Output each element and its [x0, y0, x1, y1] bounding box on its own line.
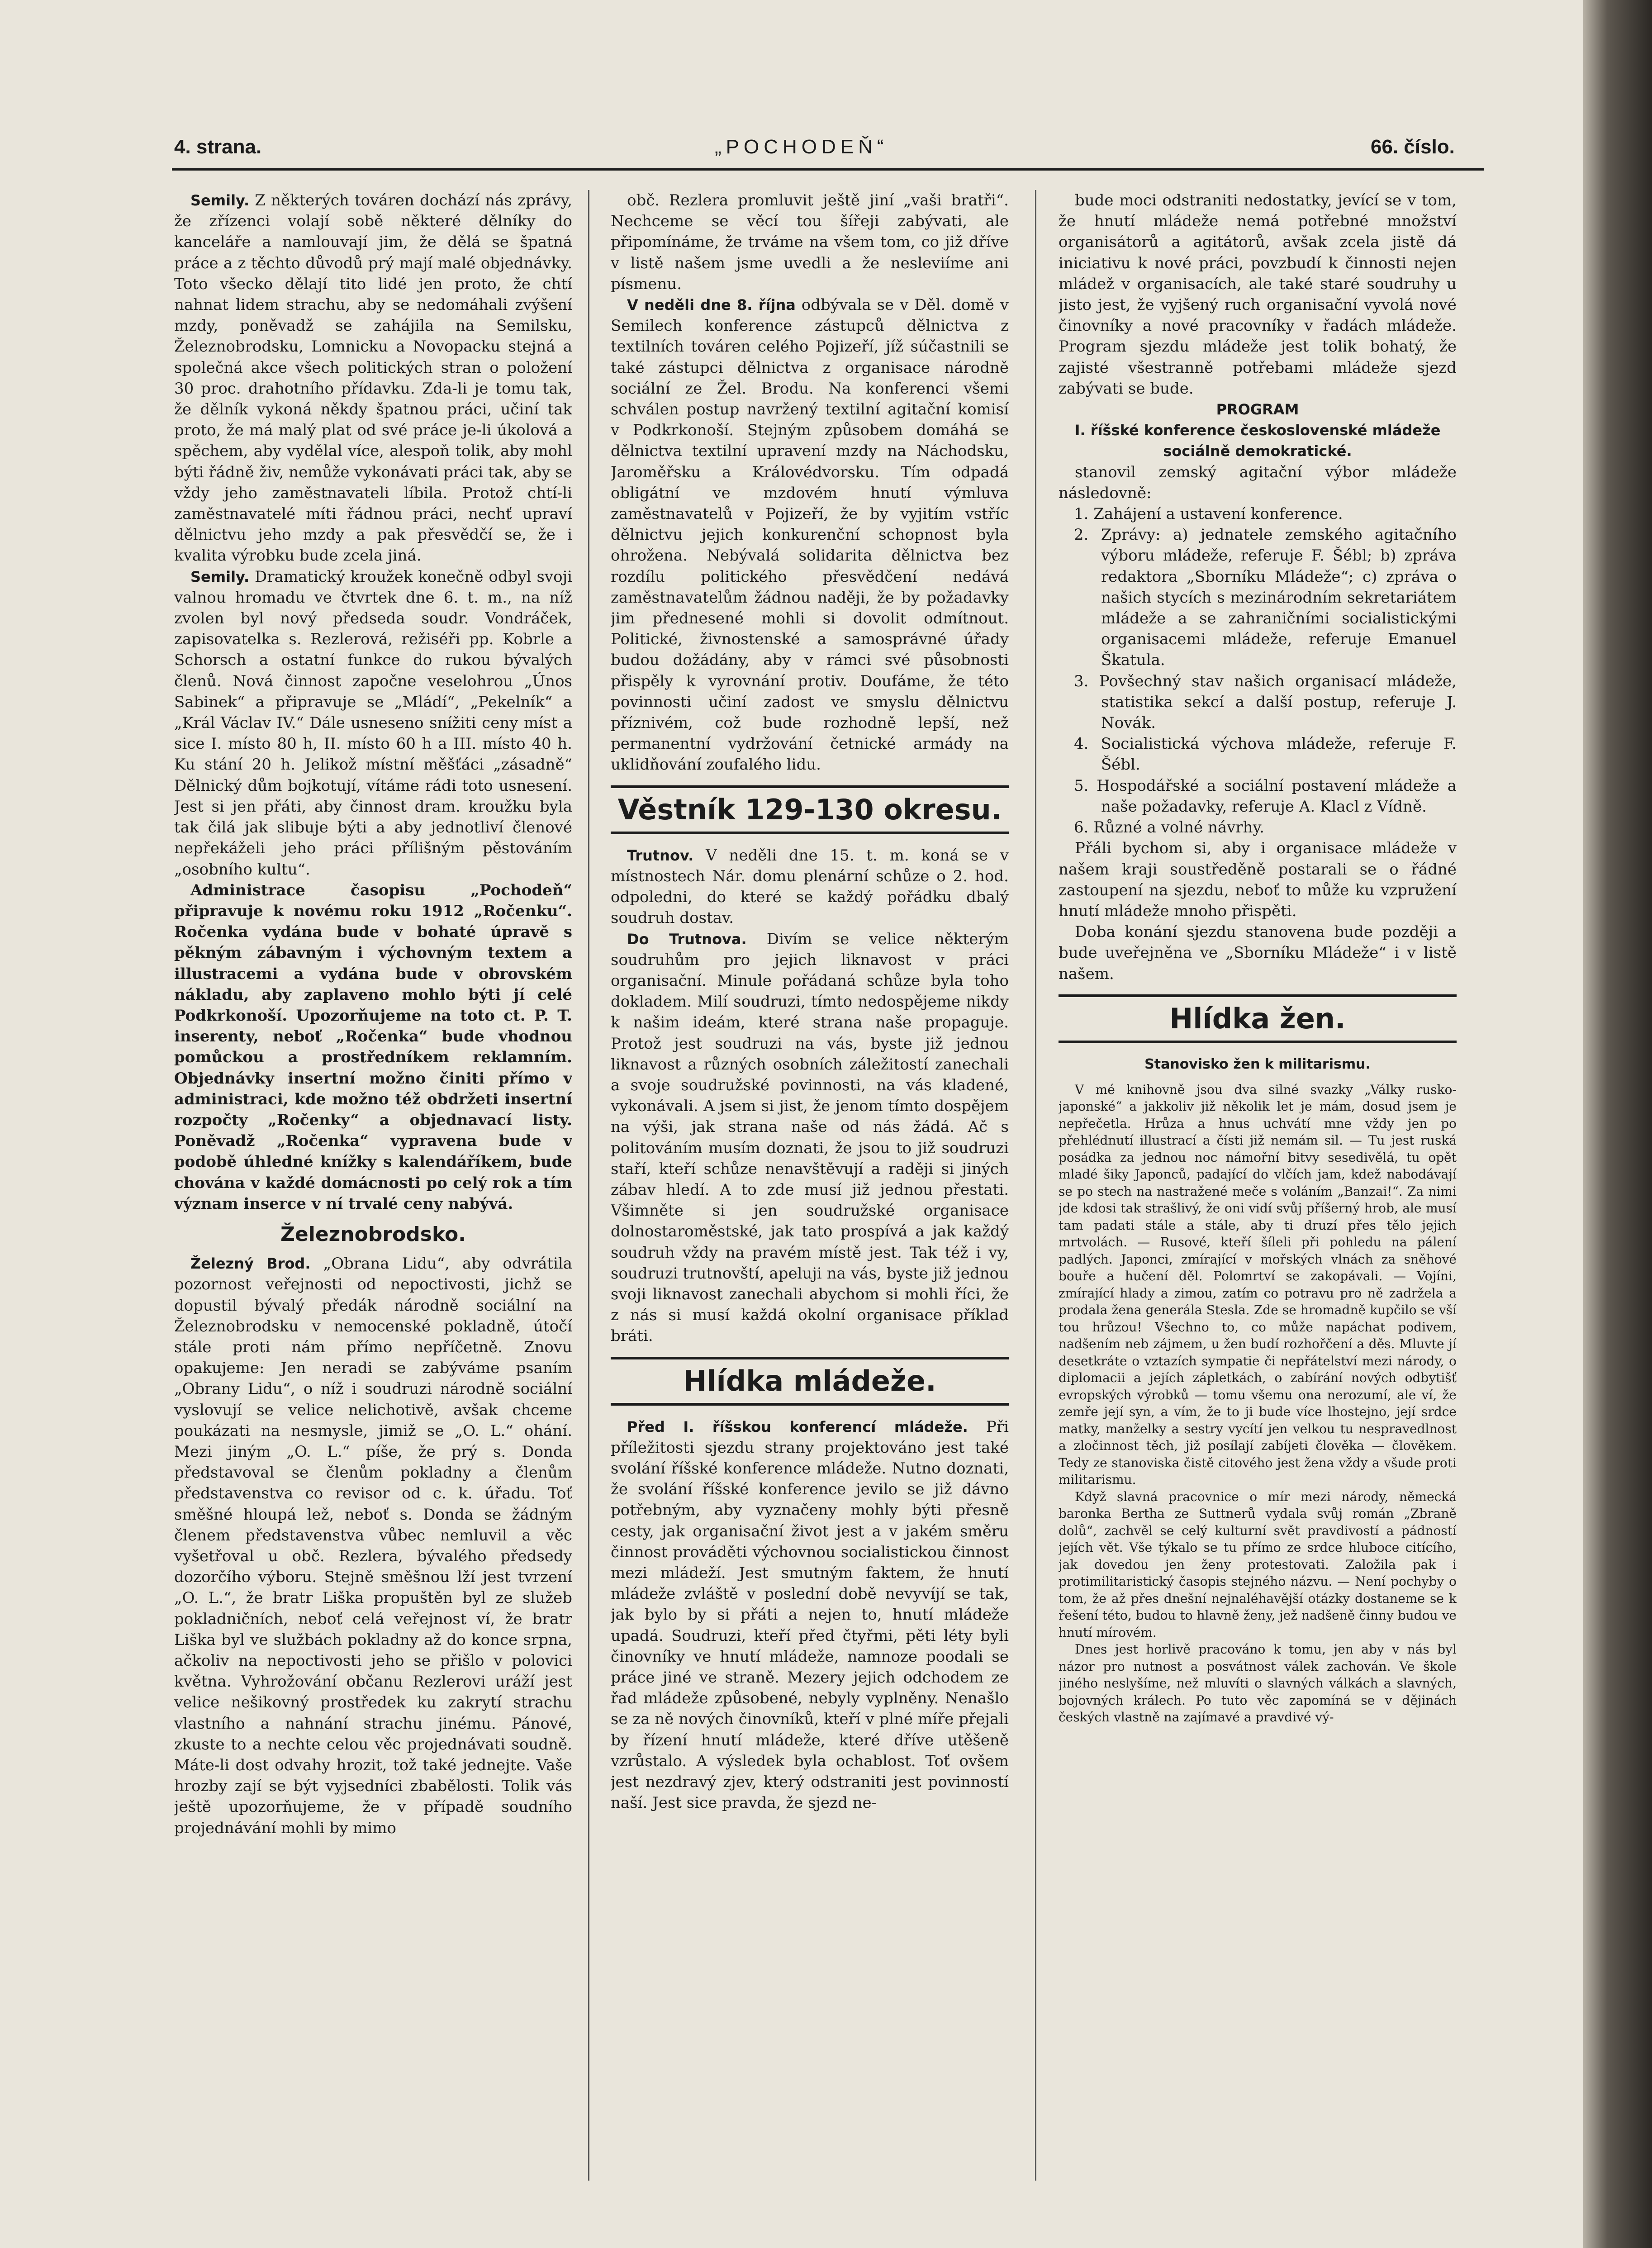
- article-text: Při příležitosti sjezdu strany projektováno jest také svolání říšské konference mládeže. Nutno doznati, že svolání říšské konference jevilo se již dávno potřebným, aby vyznačeny mohly býti přesně cesty, jak organisační život jest a v jakém směru činnost prováděti výchovnou socialistickou činnost mezi mládeží. Jest smutným faktem, že hnutí mládeže zvláště v poslední době nevyvíjí se tak, jak bylo by si přáti a nejen to, hnutí mládeže upadá. Soudruzi, kteří před čtyřmi, pěti léty byli činovníky ve hnutí mládeže, namnoze poodali se práce jiné ve straně. Mezery jejich odchodem ze řad mládeže způsobené, nebyly vyplněny. Nenašlo se za ně nových činovníků, kteří v plné míře přejali by řízení hnutí mládeže, které dříve utěšeně vzrůstalo. A výsledek byla ochablost. Toť ovšem jest nezdravý zjev, který odstraniti jest povinností naší. Jest sice pravda, že sjezd ne-: [611, 1417, 1009, 1812]
- section-heading-hlidka-zen: Hlídka žen.: [1059, 994, 1457, 1043]
- section-heading-zeleznobrodsko: Železnobrodsko.: [280, 1222, 466, 1246]
- paragraph: V mé knihovně jsou dva silné svazky „Války rusko-japonské“ a jakkoliv již několik let je mám, dosud jsem je nepřečetla. Hrůza a hnus uchvátí mne vždy jen po přehlédnutí illustrací a čísti již nemám sil. — Tu jest ruská posádka za jednou noc námořní bitvy sesedivělá, tu opět mladé šiky Japonců, padající do vlčích jam, kdež nabodávají se po stech na nastražené meče s voláním „Banzai!“. Za nimi jde kdosi tak strašlivý, že oni vidí svůj příšerný hrob, ale musí tam padati stále a stále, aby ti druzí přes tělo jejich mrtvolách. — Rusové, kteří šíleli při pohledu na pálení padlých. Japonci, zmírající v mořských vlnách za sněhové bouře a hučení děl. Polomrtví se zakopávali. — Vojíni, zmírající hlady a zimou, zatím co potravu pro ně zadržela a prodala žena generála Stesla. Zde se hromadně kupčilo se vší tou hrůzou! Všechno to, co může napáchat podivem, nadšením neb zájmem, u žen budí rozhořčení a děs. Mluvte jí desetkráte o vztazích sympatie či nepřátelství mezi národy, o diplomacii a jejích zápletkách, o zabírání nových odbytišť evropských výrobků — tomu všemu ona nerozumí, ale ví, že zemře její syn, a vím, že to ji bude více lhostejno, její srdce matky, manželky a sestry vycítí jen velkou tu nespravedlnost a zločinnost těch, již posílají zabíjeti člověka — člověkem. Tedy ze stanoviska čistě citového jest žena vždy a všude proti militarismu.: [1059, 1082, 1457, 1488]
- article-semily-2: [174, 566, 572, 880]
- article-konference: [611, 295, 1009, 775]
- article-rissska-konference: [611, 1416, 1009, 1814]
- program-list: [1069, 504, 1457, 838]
- column-divider: [588, 190, 589, 2181]
- article-zelezny-brod: [174, 1253, 572, 1839]
- page-binding-edge: [1583, 0, 1652, 2248]
- program-item: 4. Socialistická výchova mládeže, referuje F. Šébl.: [1074, 735, 1457, 774]
- article-continuation: obč. Rezlera promluvit ještě jiní „vaši bratři“. Nechceme se věcí tou šířeji zabývati, ale připomínáme, že trváme na všem tom, co již dříve v listě našem jsme uvedli a že nesleviíme ani písmenu.: [611, 191, 1009, 293]
- article-text: Dramatický kroužek konečně odbyl svoji valnou hromadu ve čtvrtek dne 6. t. m., na níž zvolen byl nový předseda soudr. Vondráček, zapisovatelka s. Rezlerová, režiséři pp. Kobrle a Schorsch a ostatní funkce do rukou bývalých členů. Nová činnost započne veselohrou „Únos Sabinek“ a připravuje se „Mládí“, „Pekelník“ a „Král Václav IV.“ Dále usneseno snížiti ceny míst a sice I. místo 80 h, II. místo 60 h a III. místo 40 h. Ku stání 20 h. Jelikož místní měšťáci „zásadně“ Dělnický dům bojkotují, vítáme rádi toto usnesení. Jest si jen přáti, aby činnost dram. kroužku byla tak čilá jak slibuje býti a aby jednotliví členové nepřekáželi jeho práci přílišným pěstováním „osobního kultu“.: [174, 567, 572, 879]
- article-title-militarismus: Stanovisko žen k militarismu.: [1144, 1056, 1371, 1072]
- article-trutnov: [611, 845, 1009, 929]
- program-item: 1. Zahájení a ustavení konference.: [1074, 505, 1343, 523]
- section-heading-hlidka-mladeze: Hlídka mládeže.: [611, 1357, 1009, 1406]
- article-text: V neděli dne 15. t. m. koná se v místnostech Nár. domu plenární schůze o 2. hod. odpoledni, do které se každý pořádku dbalý soudruh dostav.: [611, 846, 1009, 927]
- column-divider: [1035, 190, 1036, 2181]
- issue-number: 66. číslo.: [1371, 136, 1455, 158]
- article-lead: Semily.: [190, 568, 250, 585]
- article-text: Z některých továren dochází nás zprávy, že zřízenci volají sobě některé dělníky do kanceláře a namlouvají jim, že dělá se špatná práce a z těchto důvodů prý mají malé objednávky. Toto všecko dělají tito lidé jen proto, že chtí nahnat lidem strachu, aby se nedomáhali zvýšení mzdy, poněvadž se zahájila na Semilsku, Železnobrodsku, Lomnicku a Novopacku stejná a společná akce všech politických stran o položení 30 proc. drahotního přídavku. Zda-li je tomu tak, že dělník vykoná někdy špatnou práci, učiní tak proto, že má malý plat od své práce je-li úkolová a spěchem, aby vydělal více, alespoň tolik, aby mohl býti řádně živ, nemůže vykonávati práci tak, aby se vždy jeho zaměstnavateli líbila. Protož chtí-li zaměstnavatelé míti řádnou práci, nechť upraví dělnictvu jeho mzdy a pak přesvědčí se, že i kvalita výrobku bude zcela jiná.: [174, 191, 572, 565]
- newspaper-title: „POCHODEŇ“: [715, 136, 888, 158]
- article-lead: Semily.: [190, 192, 250, 209]
- header-rule: [172, 168, 1484, 171]
- program-item: 2. Zprávy: a) jednatele zemského agitačního výboru mládeže, referuje F. Šébl; b) zpráva redaktora „Sborníku Mládeže“; c) zpráva o našich stycích s mezinárodním sekretariátem mládeže a se zahraničními socialistickými organisacemi mládeže, referuje Emanuel Škatula.: [1074, 526, 1457, 670]
- article-do-trutnova: [611, 929, 1009, 1347]
- article-lead: Do Trutnova.: [627, 930, 747, 948]
- paragraph: Když slavná pracovnice o mír mezi národy, německá baronka Bertha ze Suttnerů vydala svůj román „Zbraně dolů“, zachvěl se celý kulturní svět pravdivostí a pádností jejích vět. Vše týkalo se tu přímo ze srdce hluboce citícího, jak dovedou jen ženy protestovati. Založila pak i protimilitaristický časopis stejného názvu. — Není pochyby o tom, že až přes dnešní nejnaléhavější otázky dostaneme se k řešení této, budou to hlavně ženy, jež nadšeně činny budou ve hnutí mírovém.: [1059, 1489, 1457, 1640]
- program-item: 6. Různé a volné návrhy.: [1074, 818, 1264, 837]
- program-item: 3. Povšechný stav našich organisací mládeže, statistika sekcí a další postup, referuje J. Novák.: [1074, 672, 1457, 732]
- article-lead: Železný Brod.: [190, 1255, 311, 1273]
- page-number: 4. strana.: [174, 136, 262, 158]
- paragraph: Přáli bychom si, aby i organisace mládeže v našem kraji soustředěně postarali se o řádné zastoupení na sjezdu, neboť to může ku vzpružení hnutí mládeže mnoho přispěti.: [1059, 839, 1457, 920]
- program-subtitle: I. říšské konference československé mládeže sociálně demokratické.: [1074, 422, 1441, 460]
- section-heading-vestnik: Věstník 129-130 okresu.: [611, 785, 1009, 834]
- article-text: odbývala se v Děl. domě v Semilech konference zástupců dělnictva z textilních továren celého Pojizeří, jíž súčastnili se také zástupci dělnictva z organisace národně sociální ze Žel. Brodu. Na konferenci všemi schválen postup navržený textilní agitační komisí v Podkrkonoší. Stejným způsobem domáhá se dělnictva textilní upravení mzdy na Náchodsku, Jaroměřsku a Královédvorsku. Tím odpadá obligátní ve mzdovém hnutí výmluva zaměstnavatelů v Pojizeří, že by vyjitím vstříc dělnictvu jejich konkurenční schopnost byla ohrožena. Nebývalá solidarita dělnictva bez rozdílu politického přesvědčení nedává zaměstnavatelům žádnou naději, že by požadavky jim přednesené mohli si dovolit odmítnout. Politické, živnostenské a samosprávné úřady budou dožádány, aby v rámci své působnosti přispěly k vyrovnání protiv. Doufáme, že této povinnosti učiní zadost ve smyslu dělnictvu příznivém, což bude rozhodně lepší, než permanentní vydržování četnické armády na uklidňování zoufalého lidu.: [611, 296, 1009, 774]
- article-lead: Trutnov.: [627, 846, 694, 864]
- article-lead: Před I. říšskou konferencí mládeže.: [627, 1418, 968, 1435]
- column-1: [174, 190, 572, 2190]
- paragraph: Dnes jest horlivě pracováno k tomu, jen aby v nás byl názor pro nutnost a posvátnost válek zachován. Ve škole jiného neslyšíme, než mluvíti o slavných válkách a slavných, bojovných králech. Po tuto věc zapomíná se v dějinách českých vlastně na zajímavé a pravdivé vý-: [1059, 1642, 1457, 1725]
- article-text: „Obrana Lidu“, aby odvrátila pozornost veřejnosti od nepoctivosti, jichž se dopustil bývalý předák národně sociální na Železnobrodsku v nemocenské pokladně, útočí stále proti nám přímo nepříčetně. Znovu opakujeme: Jen neradi se zabýváme psaním „Obrany Lidu“, o níž i soudruzi národně sociální vyslovují se velice nelichotivě, avšak chceme poukázati na nesmysle, jimiž se „O. L.“ ohání. Mezi jiným „O. L.“ píše, že prý s. Donda představoval se členům pokladny a členům představenstva co revisor od c. k. úřadu. Toť směšné hloupá lež, neboť s. Donda se žádným členem představenstva vůbec nemluvil a věc vyšetřoval u obč. Rezlera, bývalého předsedy dozorčího výboru. Stejně směšnou lží jest tvrzení „O. L.“, že bratr Liška propuštěn byl ze služeb pokladničních, neboť celá veřejnost ví, že bratr Liška byl ve službách pokladny až do konce srpna, ačkoliv na nepoctivosti jeho se přišlo v polovici května. Vyhrožování občanu Rezlerovi uráží jest velice nešikovný prostředek ku zakrytí strachu vlastního a nahnání strachu jinému. Pánové, zkuste to a nechte celou věc projednávati soudně. Máte-li dost odvahy hrozit, tož také jednejte. Vaše hrozby zají se být vyjsedníci zbabělosti. Tolik vás ještě upozorňujeme, že v případě soudního projednávání mohli by mimo: [174, 1255, 572, 1837]
- article-semily-1: [174, 190, 572, 566]
- program-item: 5. Hospodářské a sociální postavení mládeže a naše požadavky, referuje A. Klacl z Vídně.: [1074, 776, 1457, 816]
- column-2: [611, 190, 1009, 2190]
- column-3: [1059, 190, 1457, 2190]
- program-title: PROGRAM: [1216, 401, 1299, 418]
- article-lead: V neděli dne 8. října: [627, 296, 796, 314]
- article-text: Divím se velice některým soudruhům pro jejich liknavost v práci organisační. Minule pořádaná schůze byla toho dokladem. Milí soudruzi, tímto nedospějeme nikdy k našim ideám, které strana naše propaguje. Protož jest soudruzi na vás, byste již jednou liknavost a různých osobních záležitostí zanechali a svoje soudružské povinnosti, na vás kladené, vykonávali. A jsem si jist, že jenom tímto dospějem na výši, jak strana naše od nás žádá. Ač s politováním musím doznati, že jsou to již soudruzi staří, kteří schůze nenavštěvují a raději si jiných zábav hledí. A to zde musí již jednou přestati. Všimněte si jen soudružské organisace dolnostaroměstské, jak tato prospívá a jak každý soudruh vždy na pravém místě jest. Tak též i vy, soudruzi trutnovští, apeluji na vás, byste již jednou svoji liknavost zanechali abychom si mohli říci, že z nás si musí každá okolní organisace příklad bráti.: [611, 930, 1009, 1345]
- program-intro: stanovil zemský agitační výbor mládeže následovně:: [1059, 463, 1457, 502]
- rocenka-notice: Administrace časopisu „Pochodeň“ připravuje k novému roku 1912 „Ročenku“. Ročenka vydána bude v bohaté úpravě s pěkným zábavným i výchovným textem a illustracemi a vydána bude v obrovském nákladu, aby zaplaveno mohlo býti jí celé Podkrkonoší. Upozorňujeme na toto ct. P. T. inserenty, neboť „Ročenka“ bude vhodnou pomůckou a prostředníkem reklamním. Objednávky insertní možno činiti přímo v administraci, kde možno též obdržeti insertní rozpočty „Ročenky“ a objednavací listy. Poněvadž „Ročenka“ vypravena bude v podobě úhledné knížky s kalendáříkem, bude chována v každé domácnosti po celý rok a tím význam inserce v ní trvalé ceny nabývá.: [174, 881, 572, 1213]
- paragraph: Doba konání sjezdu stanovena bude později a bude uveřejněna ve „Sborníku Mládeže“ i v listě našem.: [1059, 923, 1457, 983]
- article-continuation: bude moci odstraniti nedostatky, jevící se v tom, že hnutí mládeže nemá potřebné množství organisátorů a agitátorů, avšak zcela jistě dá iniciativu k nové práci, povzbudí k činnosti nejen mládež v organisacích, ale také staré soudruhy u jisto jest, že vyjšený ruch organisační vyvolá nové činovníky a nové pracovníky v řadách mládeže. Program sjezdu mládeže jest tolik bohatý, že zajisté všestranně potřebami mládeže sjezd zabývati se bude.: [1059, 191, 1457, 398]
